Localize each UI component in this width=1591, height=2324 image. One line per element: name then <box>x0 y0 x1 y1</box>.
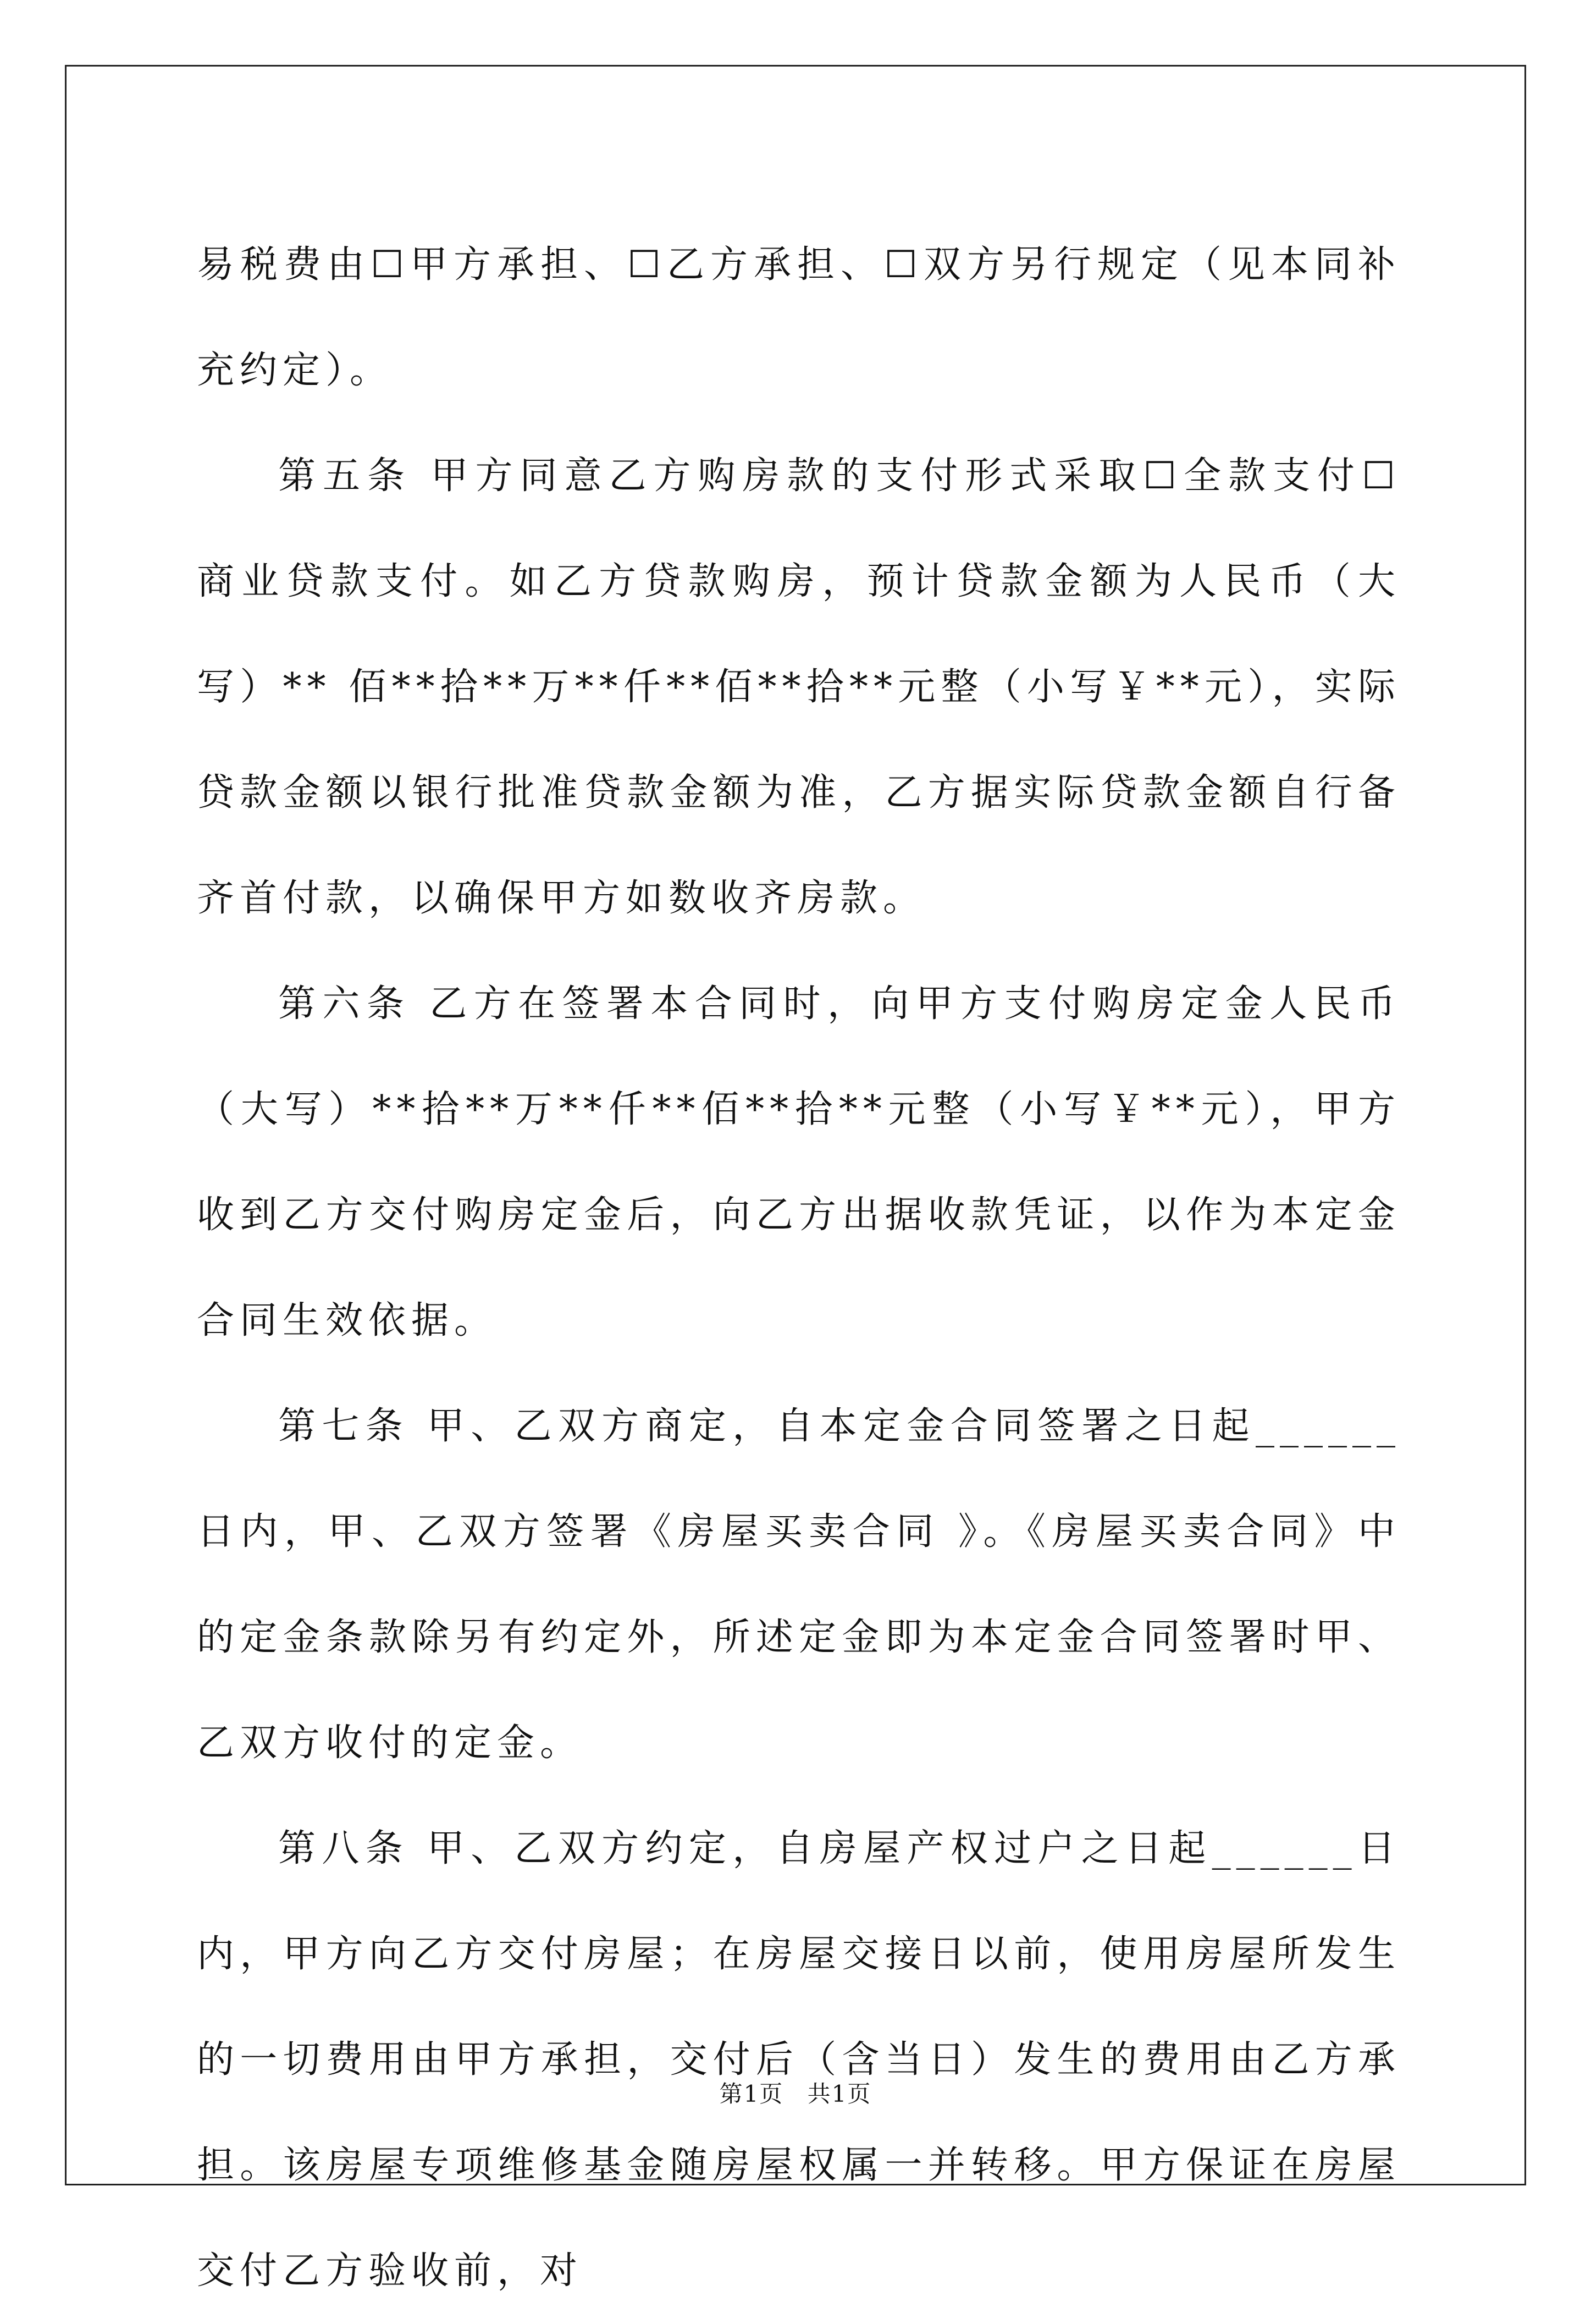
page-number: 第1页 <box>719 2080 784 2107</box>
paragraph-tax-continuation: 易税费由☐甲方承担、☐乙方承担、☐双方另行规定（见本同补充约定）。 <box>197 243 1401 392</box>
page-total: 共1页 <box>807 2080 872 2107</box>
document-body <box>197 212 1401 2324</box>
page-footer <box>0 2078 1591 2111</box>
paragraph-article-8: 第八条 甲、乙双方约定，自房屋产权过户之日起______日内，甲方向乙方交付房屋；在房屋交接日以前，使用房屋所发生的一切费用由甲方承担，交付后（含当日）发生的费用由乙方承担。该房屋专项维修基金随房屋权属一并转移。甲方保证在房屋交付乙方验收前，对 <box>197 1827 1401 2293</box>
paragraph-article-6: 第六条 乙方在签署本合同时，向甲方支付购房定金人民币（大写）**拾**万**仟**佰**拾**元整（小写￥**元），甲方收到乙方交付购房定金后，向乙方出据收款凭证，以作为本定金合同生效依据。 <box>197 982 1401 1342</box>
paragraph-article-5: 第五条 甲方同意乙方购房款的支付形式采取☐全款支付☐商业贷款支付。如乙方贷款购房，预计贷款金额为人民币（大写）** 佰**拾**万**仟**佰**拾**元整（小写￥**元），实际贷款金额以银行批准贷款金额为准，乙方据实际贷款金额自行备齐首付款，以确保甲方如数收齐房款。 <box>197 454 1401 920</box>
paragraph-article-7: 第七条 甲、乙双方商定，自本定金合同签署之日起______日内，甲、乙双方签署《房屋买卖合同 》。《房屋买卖合同》中的定金条款除另有约定外，所述定金即为本定金合同签署时甲、乙双方收付的定金。 <box>197 1405 1401 1765</box>
